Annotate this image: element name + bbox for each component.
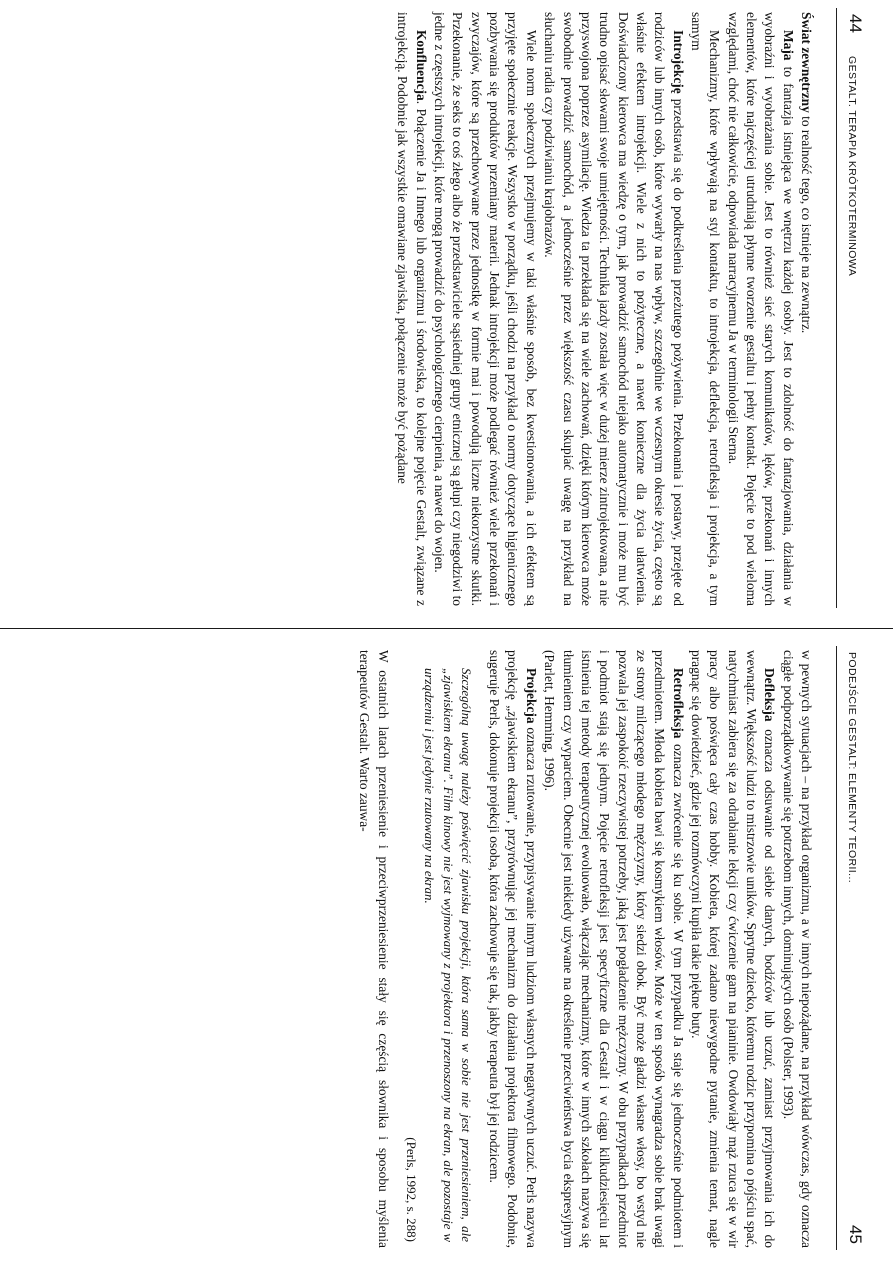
paragraph: w pewnych sytuacjach – na przykład organizmu, a w innych niepożądane, na przykład wówczas, gdy oznacza ciągłe podporządkowywanie się potrzebom innych, dominujących osób (Polster, 1993). [780, 650, 814, 1248]
term: Projekcja [523, 668, 539, 724]
text-column [393, 12, 815, 606]
header-rule [836, 8, 837, 608]
term: Maja [780, 30, 796, 61]
paragraph: W ostatnich latach przeniesienie i przeciwprzeniesienie stały się częścią słownika i sposobu myślenia terapeutów Gestalt. Warto zauwa- [357, 650, 391, 1248]
page-number: 44 [846, 14, 865, 33]
header-rule [836, 646, 837, 1250]
term: Introjekcję [670, 30, 686, 94]
paragraph: Maja to fantazja istniejąca we wnętrzu każdej osoby. Jest to zdolność do fantazjowania, działania w wyobraźni i wyobrażania sobie. Jest to również sieć starych komunikatów, lęków, przekonań i innych elementów, które najczęściej utrudniają płynne tworzenie gestaltu i pełny kontakt. Pojęcie to pod wieloma względami, choć nie całkowicie, odpowiada narracyjnemu Ja w terminologii Sterna. [725, 12, 796, 606]
term: Konfluencja [413, 30, 429, 101]
text-column [355, 650, 815, 1248]
term: Defleksja [762, 668, 778, 722]
book-fold-line [0, 628, 893, 629]
left-page [0, 0, 893, 620]
paragraph: Wiele norm społecznych przejmujemy w taki właśnie sposób, bez kwestionowania, a ich efektem są przyjęte społecznie reakcje. Wszystko w porządku, jeśli chodzi na przykład o normy dotyczące higienicznego pozbywania się produktów przemiany materii. Jednak introjekcji może podlegać również wiele przekonań i zwyczajów, które są przechowywane przez jednostkę w formie mai i powodują liczne niekorzystne skutki. Przekonanie, że seks to coś złego albo że przedstawiciele sąsiedniej grupy etnicznej są głupi czy niegodziwi to jedne z częstszych introjekcji, które mogą prowadzić do psychologicznego cierpienia, a nawet do wojen. [432, 12, 539, 606]
paragraph: Introjekcję przedstawia się do podkreślenia przeżutego pożywienia. Przekonania i postawy, przejęte od rodziców lub innych osób, które wywarły na nas wpływ, szczególnie we wczesnym okresie życia, często są właśnie efektem introjekcji. Wiele z nich to pożyteczne, a nawet konieczne dla życia ułatwienia. Doświadczony kierowca ma wiedzę o tym, jak prowadzić samochód niejako automatycznie i może mu być trudno opisać słowami swoje umiejętności. Technika jazdy została więc w dużej mierze zintrojektowana, a nie przyswojona poprzez asymilację. Wiedza ta przekłada się na wiele zachowań, dzięki którym kierowca może swobodnie prowadzić samochód, a jednocześnie przez większość czasu skupiać uwagę na przykład na słuchaniu radia czy podziwianiu krajobrazów. [542, 12, 686, 606]
paragraph: Mechanizmy, które wpływają na styl kontaktu, to introjekcja, deflekcja, retrofleksja i projekcja, a tym samym [688, 12, 723, 606]
right-page [0, 640, 893, 1263]
page-number: 45 [846, 1225, 865, 1244]
paragraph: Świat zewnętrzny to realność tego, co istnieje na zewnątrz. [799, 12, 814, 334]
paragraph: Konfluencja. Połączenie Ja i Innego lub organizmu i środowiska, to kolejne pojęcie Gestalt, związane z introjekcją. Podobnie jak wszystkie omawiane zjawiska, połączenie może być pożądane [395, 12, 429, 606]
running-header: GESTALT. TERAPIA KRÓTKOTERMINOWA [846, 56, 858, 277]
paragraph: Projekcja oznacza rzutowanie, przypisywanie innym ludziom własnych negatywnych uczuć. Perls nazywa projekcję „zjawiskiem ekranu”, przyrównując jej mechanizm do działania projektora filmowego. Podobnie, sugeruje Perls, dokonuje projekcji osoba, która zachowuje się tak, jakby terapeuta był jej rodzicem. [487, 650, 539, 1248]
block-quote: Szczególną uwagę należy poświęcić zjawisku projekcji, która sama w sobie nie jest przeniesieniem, ale „zjawiskiem ekranu”. Film kinowy nie jest wyjmowany z projektora i przenoszony na ekran, ale pozostaje w urządzeniu i jest jedynie rzutowany na ekran. [422, 668, 474, 1242]
quote-citation: (Perls, 1992, s. 288) [403, 1137, 419, 1242]
paragraph: Retrofleksja oznacza zwrócenie się ku sobie. W tym przypadku Ja staje się jednocześnie podmiotem i przedmiotem. Młoda kobieta bawi się kosmykiem włosów. Może w ten sposób wynagradza sobie brak uwagi ze strony milczącego młodego mężczyzny, który siedzi obok. Być może gładzi własne włosy, bo wstyd nie pozwala jej zaspokoić rzeczywistej potrzeby, jaką jest pogładzenie mężczyzny. W obu przypadkach przedmiot i podmiot stają się jednym. Pojęcie retrofleksji jest specyficzne dla Gestalt i w ciągu kilkudziesięciu lat istnienia tej metody terapeutycznej ewoluowało, włączając mechanizmy, które w innych szkołach nazywa się tłumieniem czy wyparciem. Obecnie jest niekiedy używane na określenie przeciwieństwa bycia ekspresyjnym (Parlett, Hemming, 1996). [542, 650, 686, 1248]
paragraph: Defleksja oznacza odsuwanie od siebie danych, bodźców lub uczuć, zamiast przyjmowania ich do wewnątrz. Większość ludzi to mistrzowie uników. Sprytne dziecko, któremu rodzic przypomina o pójściu spać, natychmiast zabiera się za odrabianie lekcji czy ćwiczenie gam na pianinie. Owdowiały mąż rzuca się w wir pracy albo poświęca cały czas hobby. Kobieta, której zadano niewygodne pytanie, zmienia temat, nagle pragnąc się dowiedzieć, gdzie jej rozmówczyni kupiła takie piękne buty. [688, 650, 778, 1248]
term: Świat zewnętrzny [799, 12, 814, 113]
running-header: PODEJŚCIE GESTALT: ELEMENTY TEORII... [846, 652, 858, 884]
term: Retrofleksja [670, 668, 686, 739]
